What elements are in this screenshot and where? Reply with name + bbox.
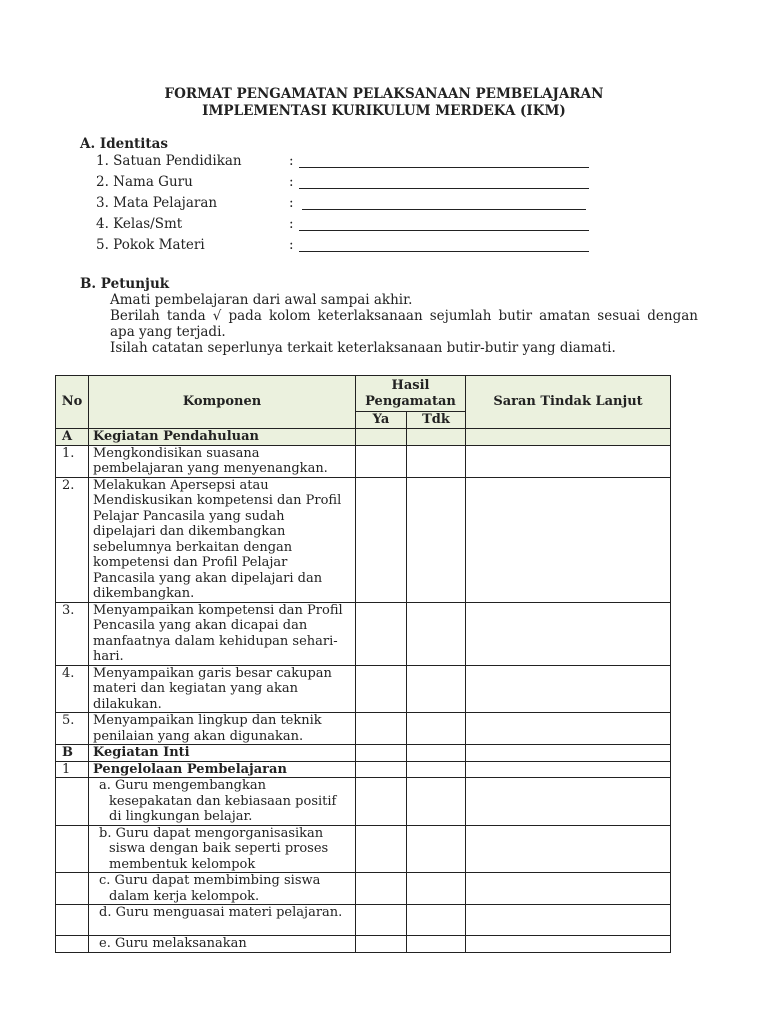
tdk-cell[interactable] <box>407 428 466 445</box>
row-no: 2. <box>56 477 89 602</box>
saran-cell[interactable] <box>466 602 671 665</box>
ya-cell[interactable] <box>356 936 407 953</box>
tdk-cell[interactable] <box>407 936 466 953</box>
table-row <box>56 477 671 602</box>
tdk-cell[interactable] <box>407 745 466 762</box>
ya-cell[interactable] <box>356 825 407 873</box>
row-no <box>56 825 89 873</box>
ya-cell[interactable] <box>356 428 407 445</box>
section-identitas-heading: A. Identitas <box>80 136 168 152</box>
petunjuk-line: apa yang terjadi. <box>110 324 226 340</box>
row-komponen: a. Guru mengembangkan kesepakatan dan kebiasaan positif di lingkungan belajar. <box>89 778 356 826</box>
row-komponen: Melakukan Apersepsi atau Mendiskusikan kompetensi dan Profil Pelajar Pancasila yang sudah dipelajari dan dikembangkan sebelumnya berkaitan dengan kompetensi dan Profil Pelajar Pancasila yang akan dipelajari dan dikembangkan. <box>89 477 356 602</box>
row-komponen: Mengkondisikan suasana pembelajaran yang menyenangkan. <box>89 445 356 477</box>
ya-cell[interactable] <box>356 665 407 713</box>
row-komponen: Pengelolaan Pembelajaran <box>89 761 356 778</box>
table-row-section <box>56 745 671 762</box>
row-no: B <box>56 745 89 762</box>
saran-cell[interactable] <box>466 428 671 445</box>
identitas-label: 5. Pokok Materi <box>96 237 205 253</box>
petunjuk-line: Berilah tanda √ pada kolom keterlaksanaan sejumlah butir amatan sesuai dengan <box>110 308 698 324</box>
table-row <box>56 873 671 905</box>
row-no <box>56 936 89 953</box>
saran-cell[interactable] <box>466 825 671 873</box>
row-no: 1. <box>56 445 89 477</box>
table-row <box>56 665 671 713</box>
identitas-label: 2. Nama Guru <box>96 174 193 190</box>
table-row <box>56 778 671 826</box>
saran-cell[interactable] <box>466 873 671 905</box>
ya-cell[interactable] <box>356 905 407 936</box>
header-no: No <box>56 376 89 429</box>
header-ya: Ya <box>356 412 407 429</box>
saran-cell[interactable] <box>466 477 671 602</box>
tdk-cell[interactable] <box>407 825 466 873</box>
saran-cell[interactable] <box>466 665 671 713</box>
identitas-fill-line[interactable] <box>299 188 589 189</box>
tdk-cell[interactable] <box>407 477 466 602</box>
tdk-cell[interactable] <box>407 905 466 936</box>
saran-cell[interactable] <box>466 905 671 936</box>
row-komponen: Menyampaikan lingkup dan teknik penilaian yang akan digunakan. <box>89 713 356 745</box>
row-komponen: b. Guru dapat mengorganisasikan siswa dengan baik seperti proses membentuk kelompok <box>89 825 356 873</box>
header-hasil-pengamatan: Hasil Pengamatan <box>356 376 466 412</box>
ya-cell[interactable] <box>356 445 407 477</box>
row-komponen: Menyampaikan garis besar cakupan materi dan kegiatan yang akan dilakukan. <box>89 665 356 713</box>
petunjuk-line: Amati pembelajaran dari awal sampai akhir. <box>110 292 413 308</box>
ya-cell[interactable] <box>356 778 407 826</box>
ya-cell[interactable] <box>356 713 407 745</box>
table-row <box>56 825 671 873</box>
saran-cell[interactable] <box>466 936 671 953</box>
identitas-colon: : <box>289 153 294 169</box>
identitas-colon: : <box>289 216 294 232</box>
row-no: A <box>56 428 89 445</box>
ya-cell[interactable] <box>356 602 407 665</box>
header-tdk: Tdk <box>407 412 466 429</box>
row-komponen: e. Guru melaksanakan <box>89 936 356 953</box>
ya-cell[interactable] <box>356 873 407 905</box>
table-row <box>56 905 671 936</box>
ya-cell[interactable] <box>356 477 407 602</box>
row-no: 3. <box>56 602 89 665</box>
saran-cell[interactable] <box>466 778 671 826</box>
row-no <box>56 905 89 936</box>
tdk-cell[interactable] <box>407 761 466 778</box>
identitas-label: 3. Mata Pelajaran <box>96 195 218 211</box>
tdk-cell[interactable] <box>407 778 466 826</box>
saran-cell[interactable] <box>466 445 671 477</box>
table-row <box>56 936 671 953</box>
table-row <box>56 713 671 745</box>
row-komponen: c. Guru dapat membimbing siswa dalam kerja kelompok. <box>89 873 356 905</box>
observation-table <box>55 375 671 953</box>
identitas-fill-line[interactable] <box>299 251 589 252</box>
row-no: 4. <box>56 665 89 713</box>
tdk-cell[interactable] <box>407 713 466 745</box>
document-title-line2: IMPLEMENTASI KURIKULUM MERDEKA (IKM) <box>202 103 566 119</box>
identitas-colon: : <box>289 237 294 253</box>
section-petunjuk-heading: B. Petunjuk <box>80 276 170 292</box>
tdk-cell[interactable] <box>407 602 466 665</box>
table-row-section <box>56 428 671 445</box>
row-no: 1 <box>56 761 89 778</box>
saran-cell[interactable] <box>466 713 671 745</box>
table-row <box>56 445 671 477</box>
identitas-colon: : <box>289 195 294 211</box>
row-komponen: Menyampaikan kompetensi dan Profil Pencasila yang akan dicapai dan manfaatnya dalam kehidupan sehari-hari. <box>89 602 356 665</box>
row-no <box>56 873 89 905</box>
ya-cell[interactable] <box>356 745 407 762</box>
identitas-fill-line[interactable] <box>299 167 589 168</box>
identitas-fill-line[interactable] <box>302 209 586 210</box>
row-no: 5. <box>56 713 89 745</box>
identitas-label: 1. Satuan Pendidikan <box>96 153 242 169</box>
table-row-section <box>56 761 671 778</box>
tdk-cell[interactable] <box>407 445 466 477</box>
ya-cell[interactable] <box>356 761 407 778</box>
row-komponen: Kegiatan Pendahuluan <box>89 428 356 445</box>
tdk-cell[interactable] <box>407 873 466 905</box>
identitas-label: 4. Kelas/Smt <box>96 216 183 232</box>
row-komponen: Kegiatan Inti <box>89 745 356 762</box>
petunjuk-line: Isilah catatan seperlunya terkait keterlaksanaan butir-butir yang diamati. <box>110 340 616 356</box>
tdk-cell[interactable] <box>407 665 466 713</box>
identitas-colon: : <box>289 174 294 190</box>
row-komponen: d. Guru menguasai materi pelajaran. <box>89 905 356 936</box>
document-title-line1: FORMAT PENGAMATAN PELAKSANAAN PEMBELAJARAN <box>164 86 604 102</box>
row-no <box>56 778 89 826</box>
saran-cell[interactable] <box>466 745 671 762</box>
header-saran: Saran Tindak Lanjut <box>466 376 671 429</box>
identitas-fill-line[interactable] <box>299 230 589 231</box>
header-komponen: Komponen <box>89 376 356 429</box>
saran-cell[interactable] <box>466 761 671 778</box>
table-row <box>56 602 671 665</box>
